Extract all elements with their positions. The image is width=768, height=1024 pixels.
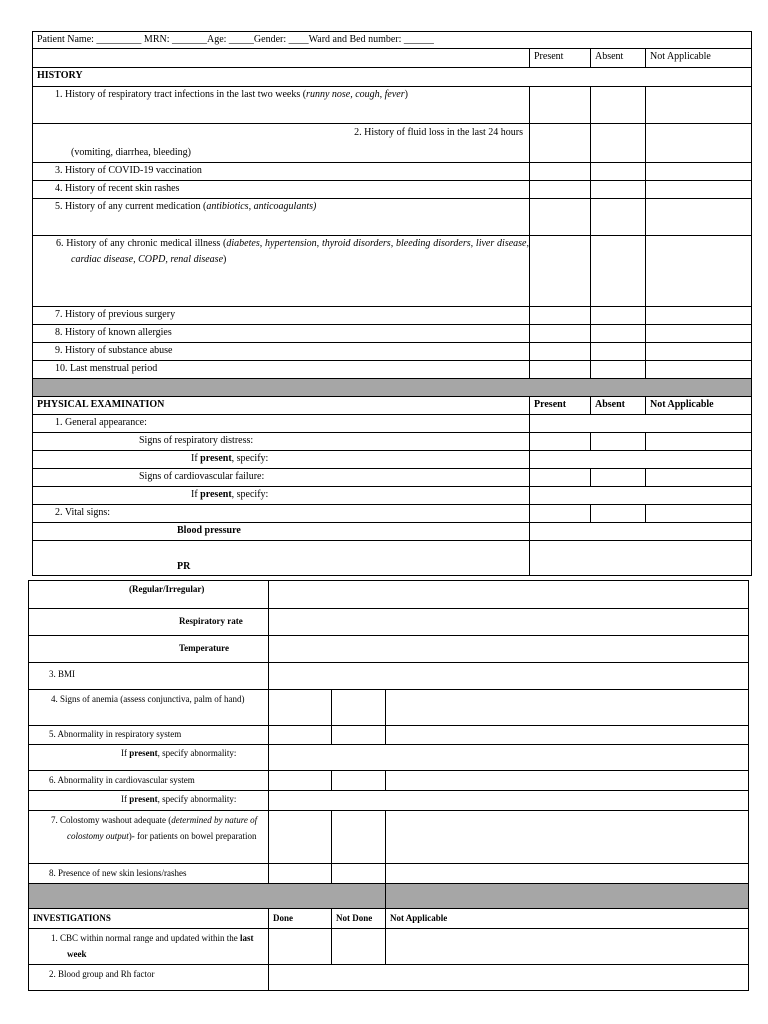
resp-abnormality-specify-value[interactable] — [269, 745, 749, 771]
resp-abnormality-label: 5. Abnormality in respiratory system — [29, 726, 269, 745]
cell-absent[interactable] — [591, 325, 646, 343]
history-section-title: HISTORY — [33, 68, 752, 87]
cardio-abnormality-specify: If present, specify abnormality: — [29, 791, 269, 811]
cell-not-done[interactable] — [332, 929, 386, 965]
cell-na[interactable] — [646, 343, 752, 361]
cell-na[interactable] — [646, 236, 752, 307]
cell-absent[interactable] — [591, 199, 646, 236]
temperature-label: Temperature — [29, 636, 269, 663]
cell-na[interactable] — [386, 811, 749, 864]
investigations-title: INVESTIGATIONS — [29, 909, 269, 929]
history-item-allergies: 8. History of known allergies — [33, 325, 530, 343]
cell-absent[interactable] — [332, 864, 386, 884]
blood-pressure-label: Blood pressure — [33, 523, 530, 541]
section-divider — [33, 379, 752, 397]
cell-na[interactable] — [646, 124, 752, 163]
cell-absent[interactable] — [332, 771, 386, 791]
cell-present[interactable] — [269, 726, 332, 745]
history-item-medication: 5. History of any current medication (antibiotics, anticoagulants) — [33, 199, 530, 236]
temperature-value[interactable] — [269, 636, 749, 663]
col-present: Present — [530, 49, 591, 68]
blood-pressure-value[interactable] — [530, 523, 752, 541]
resp-distress-specify: If present, specify: — [33, 451, 530, 469]
vital-signs-label: 2. Vital signs: — [33, 505, 530, 523]
cell-na[interactable] — [646, 307, 752, 325]
physical-section-title: PHYSICAL EXAMINATION — [33, 397, 530, 415]
cell-done[interactable] — [269, 929, 332, 965]
general-appearance: 1. General appearance: — [33, 415, 530, 433]
cell-absent[interactable] — [591, 505, 646, 523]
resp-abnormality-specify: If present, specify abnormality: — [29, 745, 269, 771]
col-not-applicable: Not Applicable — [646, 397, 752, 415]
history-item-surgery: 7. History of previous surgery — [33, 307, 530, 325]
exam-investigations-table — [28, 580, 749, 991]
cell-present[interactable] — [530, 343, 591, 361]
pulse-rate-value[interactable] — [530, 541, 752, 576]
colostomy-label: 7. Colostomy washout adequate (determined by nature of colostomy output)- for patients on bowel preparation — [29, 811, 269, 864]
col-done: Done — [269, 909, 332, 929]
cell-absent[interactable] — [591, 87, 646, 124]
col-absent: Absent — [591, 397, 646, 415]
cell-present[interactable] — [530, 307, 591, 325]
pulse-rate-label: PR — [33, 541, 530, 576]
cell-na[interactable] — [646, 469, 752, 487]
cardio-abnormality-specify-value[interactable] — [269, 791, 749, 811]
cell-present[interactable] — [269, 771, 332, 791]
cell-na[interactable] — [386, 864, 749, 884]
skin-lesions-label: 8. Presence of new skin lesions/rashes — [29, 864, 269, 884]
section-divider — [29, 884, 386, 909]
cell-na[interactable] — [646, 181, 752, 199]
respiratory-rate-value[interactable] — [269, 609, 749, 636]
col-present: Present — [530, 397, 591, 415]
cell-na[interactable] — [646, 87, 752, 124]
cell-present[interactable] — [530, 469, 591, 487]
resp-distress-label: Signs of respiratory distress: — [33, 433, 530, 451]
cell-na[interactable] — [646, 361, 752, 379]
section-divider-right — [386, 884, 749, 909]
cell-na[interactable] — [646, 505, 752, 523]
cell-na[interactable] — [646, 433, 752, 451]
cell-absent[interactable] — [591, 307, 646, 325]
cell-absent[interactable] — [332, 811, 386, 864]
cell-na[interactable] — [386, 929, 749, 965]
history-item-substance: 9. History of substance abuse — [33, 343, 530, 361]
cell-present[interactable] — [530, 433, 591, 451]
pulse-regularity-value[interactable] — [269, 581, 749, 609]
cell-absent[interactable] — [591, 361, 646, 379]
history-item-chronic-illness: 6. History of any chronic medical illness (diabetes, hypertension, thyroid disorders, bleeding disorders, liver disease, cardiac disease, COPD, renal disease) — [33, 236, 530, 307]
cell-absent[interactable] — [332, 726, 386, 745]
cell-absent[interactable] — [591, 124, 646, 163]
blood-group-label: 2. Blood group and Rh factor — [29, 965, 269, 991]
blood-group-value[interactable] — [269, 965, 749, 991]
cell-present[interactable] — [530, 124, 591, 163]
cardio-failure-specify-value[interactable] — [530, 487, 752, 505]
cell-present[interactable] — [530, 361, 591, 379]
cell-absent[interactable] — [591, 236, 646, 307]
pulse-regularity-label: (Regular/Irregular) — [29, 581, 269, 609]
cell-present[interactable] — [269, 811, 332, 864]
cell-present[interactable] — [530, 181, 591, 199]
bmi-value[interactable] — [269, 663, 749, 690]
bmi-label: 3. BMI — [29, 663, 269, 690]
history-item-menstrual: 10. Last menstrual period — [33, 361, 530, 379]
cardio-abnormality-label: 6. Abnormality in cardiovascular system — [29, 771, 269, 791]
cardio-failure-specify: If present, specify: — [33, 487, 530, 505]
cell-na[interactable] — [386, 726, 749, 745]
anemia-label: 4. Signs of anemia (assess conjunctiva, palm of hand) — [29, 690, 269, 726]
col-not-applicable: Not Applicable — [646, 49, 752, 68]
history-item-respiratory: 1. History of respiratory tract infections in the last two weeks (runny nose, cough, fever) — [33, 87, 530, 124]
cell-na[interactable] — [386, 771, 749, 791]
respiratory-rate-label: Respiratory rate — [29, 609, 269, 636]
cell-absent[interactable] — [591, 433, 646, 451]
cell-na[interactable] — [646, 163, 752, 181]
cell-absent[interactable] — [591, 181, 646, 199]
cell-present[interactable] — [530, 236, 591, 307]
cell-absent[interactable] — [591, 469, 646, 487]
cell-present[interactable] — [530, 505, 591, 523]
history-item-covid: 3. History of COVID-19 vaccination — [33, 163, 530, 181]
col-not-applicable: Not Applicable — [386, 909, 749, 929]
cell-present[interactable] — [530, 87, 591, 124]
cardio-failure-label: Signs of cardiovascular failure: — [33, 469, 530, 487]
cell-na[interactable] — [646, 325, 752, 343]
cell-absent[interactable] — [332, 690, 386, 726]
cell-absent[interactable] — [591, 163, 646, 181]
cell-na[interactable] — [646, 199, 752, 236]
cell-present[interactable] — [530, 163, 591, 181]
cell-present[interactable] — [269, 864, 332, 884]
cell-present[interactable] — [530, 199, 591, 236]
patient-info-line: Patient Name: _________ MRN: _______Age: _____Gender: ____Ward and Bed number: ______ — [33, 32, 752, 49]
cell-absent[interactable] — [591, 343, 646, 361]
col-absent: Absent — [591, 49, 646, 68]
history-item-skin-rash: 4. History of recent skin rashes — [33, 181, 530, 199]
col-not-done: Not Done — [332, 909, 386, 929]
cell-present[interactable] — [269, 690, 332, 726]
history-item-fluid-loss: 2. History of fluid loss in the last 24 hours (vomiting, diarrhea, bleeding) — [33, 124, 530, 163]
resp-distress-specify-value[interactable] — [530, 451, 752, 469]
cbc-label: 1. CBC within normal range and updated within the last week — [29, 929, 269, 965]
history-exam-table — [32, 31, 752, 576]
general-appearance-value[interactable] — [530, 415, 752, 433]
cell-na[interactable] — [386, 690, 749, 726]
cell-present[interactable] — [530, 325, 591, 343]
